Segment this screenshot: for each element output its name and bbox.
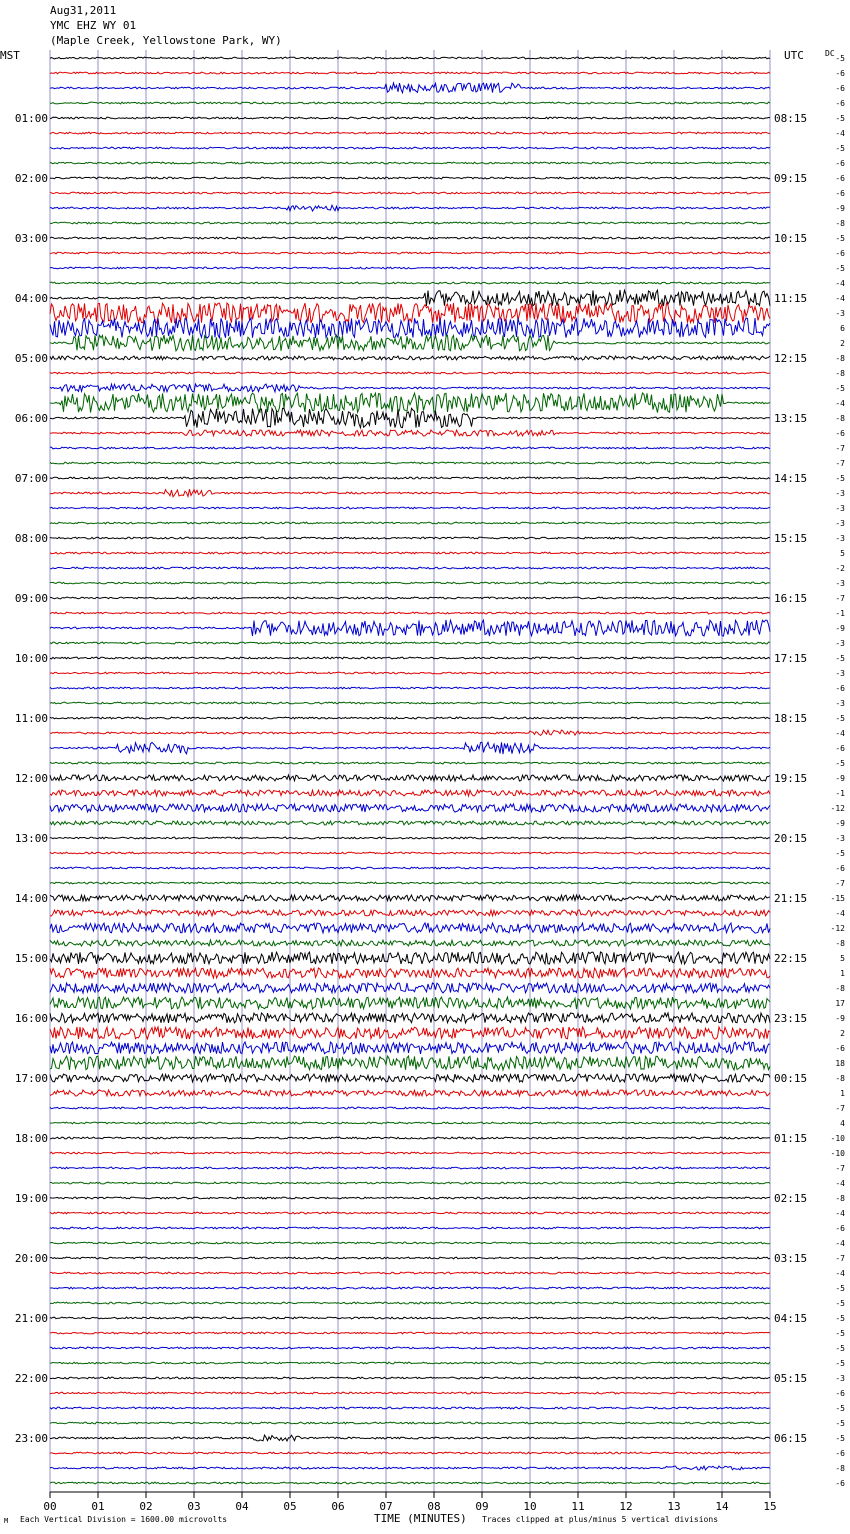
seismic-trace (50, 252, 770, 254)
x-tick-label: 15 (763, 1500, 777, 1513)
dc-offset-label: -5 (835, 1299, 845, 1308)
dc-offset-label: -5 (835, 264, 845, 273)
seismic-trace (50, 804, 770, 812)
seismic-trace (50, 335, 770, 351)
seismic-trace (50, 567, 770, 569)
seismic-trace (50, 192, 770, 194)
dc-offset-label: -6 (835, 1224, 845, 1233)
dc-offset-label: -8 (835, 219, 845, 228)
seismic-trace (50, 1182, 770, 1184)
x-axis-title: TIME (MINUTES) (374, 1512, 467, 1525)
dc-offset-label: -7 (835, 594, 845, 603)
seismic-trace (50, 983, 770, 993)
seismic-trace (50, 1074, 770, 1082)
seismic-trace (50, 597, 770, 599)
dc-offset-label: -4 (835, 1269, 845, 1278)
seismic-trace (50, 852, 770, 854)
seismic-trace (50, 1107, 770, 1109)
utc-hour-label: 09:15 (774, 172, 808, 185)
dc-offset-label: -6 (835, 744, 845, 753)
seismic-trace (50, 1272, 770, 1274)
seismic-trace (50, 1027, 770, 1039)
dc-offset-label: -5 (835, 849, 845, 858)
utc-hour-label: 00:15 (774, 1072, 808, 1085)
seismic-trace (50, 968, 770, 978)
seismic-trace (50, 222, 770, 224)
dc-offset-label: 5 (840, 549, 845, 558)
seismic-trace (50, 393, 770, 413)
seismic-trace (50, 1227, 770, 1229)
x-tick-label: 06 (331, 1500, 345, 1513)
mst-hour-label: 06:00 (14, 412, 48, 425)
dc-offset-label: -9 (835, 774, 845, 783)
utc-hour-label: 03:15 (774, 1252, 808, 1265)
dc-offset-label: -6 (835, 1389, 845, 1398)
dc-offset-label: -8 (835, 354, 845, 363)
record-date: Aug31,2011 (50, 4, 117, 17)
seismic-trace (50, 1090, 770, 1096)
dc-offset-label: -5 (835, 1404, 845, 1413)
seismic-trace (50, 940, 770, 946)
mst-hour-label: 03:00 (14, 232, 48, 245)
mst-hour-label: 16:00 (14, 1012, 48, 1025)
dc-offset-label: -4 (835, 1179, 845, 1188)
dc-offset-label: -4 (835, 1239, 845, 1248)
dc-offset-label: -6 (835, 864, 845, 873)
dc-offset-label: -9 (835, 204, 845, 213)
seismic-trace (50, 821, 770, 825)
seismic-trace (50, 537, 770, 539)
x-tick-label: 14 (715, 1500, 729, 1513)
dc-offset-label: -7 (835, 1104, 845, 1113)
dc-offset-label: -2 (835, 564, 845, 573)
seismic-trace (50, 882, 770, 884)
x-tick-label: 07 (379, 1500, 393, 1513)
dc-offset-label: -8 (835, 1194, 845, 1203)
seismic-trace (50, 1257, 770, 1259)
dc-offset-label: 5 (840, 954, 845, 963)
dc-offset-label: -5 (835, 54, 845, 63)
seismic-trace (50, 1407, 770, 1409)
dc-offset-label: 6 (840, 324, 845, 333)
seismic-trace (50, 177, 770, 179)
utc-hour-label: 17:15 (774, 652, 808, 665)
dc-offset-label: -12 (830, 924, 845, 933)
seismic-trace (50, 1242, 770, 1244)
seismic-trace (50, 447, 770, 449)
mst-hour-label: 14:00 (14, 892, 48, 905)
dc-offset-label: -7 (835, 879, 845, 888)
seismic-trace (50, 132, 770, 134)
dc-offset-label: -7 (835, 1164, 845, 1173)
seismic-trace (50, 620, 770, 636)
mst-hour-label: 08:00 (14, 532, 48, 545)
utc-hour-label: 10:15 (774, 232, 808, 245)
seismic-trace (50, 687, 770, 689)
utc-hour-label: 01:15 (774, 1132, 808, 1145)
mst-hour-label: 13:00 (14, 832, 48, 845)
seismic-trace (50, 642, 770, 644)
seismic-trace (50, 895, 770, 901)
seismic-trace (50, 430, 770, 436)
seismic-trace (50, 1212, 770, 1214)
dc-offset-label: -5 (835, 714, 845, 723)
dc-offset-label: -4 (835, 294, 845, 303)
x-tick-label: 09 (475, 1500, 489, 1513)
seismic-trace (50, 717, 770, 719)
dc-offset-label: -4 (835, 279, 845, 288)
seismic-trace (50, 1452, 770, 1454)
seismic-trace (50, 775, 770, 781)
dc-offset-label: -10 (830, 1149, 845, 1158)
dc-offset-label: -5 (835, 1344, 845, 1353)
utc-label: UTC (784, 49, 804, 62)
dc-offset-label: -3 (835, 504, 845, 513)
seismic-trace (50, 117, 770, 119)
mst-hour-label: 04:00 (14, 292, 48, 305)
dc-offset-label: -4 (835, 129, 845, 138)
seismic-trace (50, 910, 770, 916)
dc-label: DC (825, 49, 835, 58)
mst-hour-label: 12:00 (14, 772, 48, 785)
x-tick-label: 10 (523, 1500, 537, 1513)
station-code: YMC EHZ WY 01 (50, 19, 137, 32)
seismic-trace (50, 612, 770, 614)
seismic-trace (50, 384, 770, 392)
utc-hour-label: 19:15 (774, 772, 808, 785)
seismic-trace (50, 997, 770, 1009)
seismic-trace (50, 730, 770, 735)
dc-offset-label: 1 (840, 969, 845, 978)
mst-hour-label: 07:00 (14, 472, 48, 485)
dc-offset-label: -5 (835, 654, 845, 663)
dc-offset-label: -8 (835, 939, 845, 948)
dc-offset-label: -5 (835, 1434, 845, 1443)
dc-offset-label: -9 (835, 1014, 845, 1023)
dc-offset-label: 2 (840, 339, 845, 348)
x-tick-label: 13 (667, 1500, 681, 1513)
dc-offset-label: -3 (835, 534, 845, 543)
x-tick-label: 03 (187, 1500, 201, 1513)
mst-hour-label: 05:00 (14, 352, 48, 365)
seismic-trace (50, 237, 770, 239)
seismic-trace (50, 1137, 770, 1139)
seismic-trace (50, 57, 770, 59)
dc-offset-label: -5 (835, 1419, 845, 1428)
seismic-trace (50, 1392, 770, 1394)
seismic-trace (50, 522, 770, 524)
x-tick-label: 00 (43, 1500, 57, 1513)
mst-label: MST (0, 49, 20, 62)
seismic-trace (50, 162, 770, 164)
dc-offset-label: -6 (835, 99, 845, 108)
dc-offset-label: -3 (835, 579, 845, 588)
seismic-trace (50, 356, 770, 360)
dc-offset-label: -4 (835, 399, 845, 408)
mst-hour-label: 15:00 (14, 952, 48, 965)
mst-hour-label: 18:00 (14, 1132, 48, 1145)
dc-offset-label: 17 (835, 999, 845, 1008)
seismic-trace (50, 282, 770, 284)
dc-offset-label: -8 (835, 1074, 845, 1083)
x-tick-label: 11 (571, 1500, 585, 1513)
utc-hour-label: 16:15 (774, 592, 808, 605)
dc-offset-label: -6 (835, 429, 845, 438)
mst-hour-label: 21:00 (14, 1312, 48, 1325)
dc-offset-label: -8 (835, 369, 845, 378)
dc-offset-label: -6 (835, 84, 845, 93)
seismic-trace (50, 657, 770, 659)
seismic-trace (50, 1302, 770, 1304)
seismic-trace (50, 923, 770, 933)
dc-offset-label: -9 (835, 624, 845, 633)
dc-offset-label: -3 (835, 669, 845, 678)
dc-offset-label: -5 (835, 1359, 845, 1368)
utc-hour-label: 04:15 (774, 1312, 808, 1325)
utc-hour-label: 20:15 (774, 832, 808, 845)
seismic-trace (50, 552, 770, 554)
dc-offset-label: 4 (840, 1119, 845, 1128)
dc-offset-label: -7 (835, 1254, 845, 1263)
mst-hour-label: 09:00 (14, 592, 48, 605)
dc-offset-label: -3 (835, 309, 845, 318)
dc-offset-label: -3 (835, 519, 845, 528)
dc-offset-label: -15 (830, 894, 845, 903)
seismic-trace (50, 762, 770, 764)
dc-offset-label: -4 (835, 729, 845, 738)
dc-offset-label: -4 (835, 1209, 845, 1218)
dc-offset-label: -6 (835, 174, 845, 183)
seismic-trace (50, 462, 770, 464)
dc-offset-label: -5 (835, 1314, 845, 1323)
dc-offset-label: -6 (835, 159, 845, 168)
dc-offset-label: -1 (835, 609, 845, 618)
seismic-trace (50, 147, 770, 149)
dc-offset-label: -5 (835, 114, 845, 123)
utc-hour-label: 06:15 (774, 1432, 808, 1445)
seismic-trace (50, 1482, 770, 1484)
x-tick-label: 01 (91, 1500, 105, 1513)
seismic-trace (50, 1362, 770, 1364)
utc-hour-label: 05:15 (774, 1372, 808, 1385)
dc-offset-label: -6 (835, 69, 845, 78)
dc-offset-label: -7 (835, 444, 845, 453)
seismic-trace (50, 1317, 770, 1319)
seismic-trace (50, 790, 770, 796)
dc-offset-label: -6 (835, 684, 845, 693)
dc-offset-label: -5 (835, 384, 845, 393)
utc-hour-label: 11:15 (774, 292, 808, 305)
seismic-trace (50, 672, 770, 674)
logo-mark: M (4, 1517, 9, 1525)
dc-offset-label: 2 (840, 1029, 845, 1038)
clip-note: Traces clipped at plus/minus 5 vertical divisions (482, 1515, 719, 1524)
seismic-trace (50, 102, 770, 104)
seismic-trace (50, 1422, 770, 1424)
seismic-trace (50, 952, 770, 964)
mst-hour-label: 22:00 (14, 1372, 48, 1385)
seismic-trace (50, 477, 770, 479)
x-tick-label: 08 (427, 1500, 441, 1513)
dc-offset-label: -3 (835, 639, 845, 648)
seismic-trace (50, 1347, 770, 1349)
dc-offset-label: -3 (835, 489, 845, 498)
mst-hour-label: 10:00 (14, 652, 48, 665)
seismic-trace (50, 1466, 770, 1470)
seismic-trace (50, 702, 770, 704)
dc-offset-label: -3 (835, 699, 845, 708)
seismic-trace (50, 72, 770, 74)
x-tick-label: 12 (619, 1500, 633, 1513)
utc-hour-label: 12:15 (774, 352, 808, 365)
seismic-trace (50, 205, 770, 211)
seismic-trace (50, 1377, 770, 1379)
seismic-trace (50, 1013, 770, 1023)
seismic-trace (50, 742, 770, 754)
utc-hour-label: 22:15 (774, 952, 808, 965)
dc-offset-label: -6 (835, 1044, 845, 1053)
dc-offset-label: -6 (835, 189, 845, 198)
seismic-trace (50, 372, 770, 374)
dc-offset-label: -8 (835, 414, 845, 423)
seismic-trace (50, 507, 770, 509)
scale-note: Each Vertical Division = 1600.00 microvolts (20, 1515, 228, 1524)
utc-hour-label: 15:15 (774, 532, 808, 545)
seismic-trace (50, 1435, 770, 1441)
dc-offset-label: -5 (835, 759, 845, 768)
dc-offset-label: -6 (835, 1449, 845, 1458)
utc-hour-label: 14:15 (774, 472, 808, 485)
mst-hour-label: 17:00 (14, 1072, 48, 1085)
utc-hour-label: 23:15 (774, 1012, 808, 1025)
mst-hour-label: 02:00 (14, 172, 48, 185)
mst-hour-label: 01:00 (14, 112, 48, 125)
dc-offset-label: 1 (840, 1089, 845, 1098)
dc-offset-label: -6 (835, 249, 845, 258)
dc-offset-label: -6 (835, 1479, 845, 1488)
mst-hour-label: 23:00 (14, 1432, 48, 1445)
seismic-trace (50, 83, 770, 93)
dc-offset-label: -12 (830, 804, 845, 813)
mst-hour-label: 11:00 (14, 712, 48, 725)
dc-offset-label: -9 (835, 819, 845, 828)
seismic-trace (50, 267, 770, 269)
seismic-trace (50, 1042, 770, 1054)
seismic-trace (50, 489, 770, 497)
x-tick-label: 04 (235, 1500, 249, 1513)
seismic-trace (50, 837, 770, 839)
dc-offset-label: -5 (835, 1329, 845, 1338)
x-tick-label: 02 (139, 1500, 153, 1513)
dc-offset-label: -5 (835, 144, 845, 153)
mst-hour-label: 19:00 (14, 1192, 48, 1205)
utc-hour-label: 02:15 (774, 1192, 808, 1205)
utc-hour-label: 18:15 (774, 712, 808, 725)
seismic-trace (50, 867, 770, 869)
seismic-trace (50, 1056, 770, 1070)
seismic-trace (50, 1167, 770, 1169)
dc-offset-label: 18 (835, 1059, 845, 1068)
dc-offset-label: -8 (835, 984, 845, 993)
seismic-trace (50, 1152, 770, 1154)
utc-hour-label: 08:15 (774, 112, 808, 125)
dc-offset-label: -8 (835, 1464, 845, 1473)
dc-offset-label: -3 (835, 834, 845, 843)
seismic-trace (50, 582, 770, 584)
dc-offset-label: -5 (835, 474, 845, 483)
seismic-trace (50, 1332, 770, 1334)
utc-hour-label: 21:15 (774, 892, 808, 905)
seismic-trace (50, 408, 770, 428)
mst-hour-label: 20:00 (14, 1252, 48, 1265)
seismic-trace (50, 1287, 770, 1289)
dc-offset-label: -4 (835, 909, 845, 918)
dc-offset-label: -5 (835, 1284, 845, 1293)
x-tick-label: 05 (283, 1500, 297, 1513)
seismic-trace (50, 318, 770, 338)
dc-offset-label: -3 (835, 1374, 845, 1383)
utc-hour-label: 13:15 (774, 412, 808, 425)
dc-offset-label: -5 (835, 234, 845, 243)
dc-offset-label: -10 (830, 1134, 845, 1143)
dc-offset-label: -1 (835, 789, 845, 798)
dc-offset-label: -7 (835, 459, 845, 468)
station-location: (Maple Creek, Yellowstone Park, WY) (50, 34, 282, 47)
seismic-trace (50, 1197, 770, 1199)
seismic-trace (50, 1122, 770, 1124)
